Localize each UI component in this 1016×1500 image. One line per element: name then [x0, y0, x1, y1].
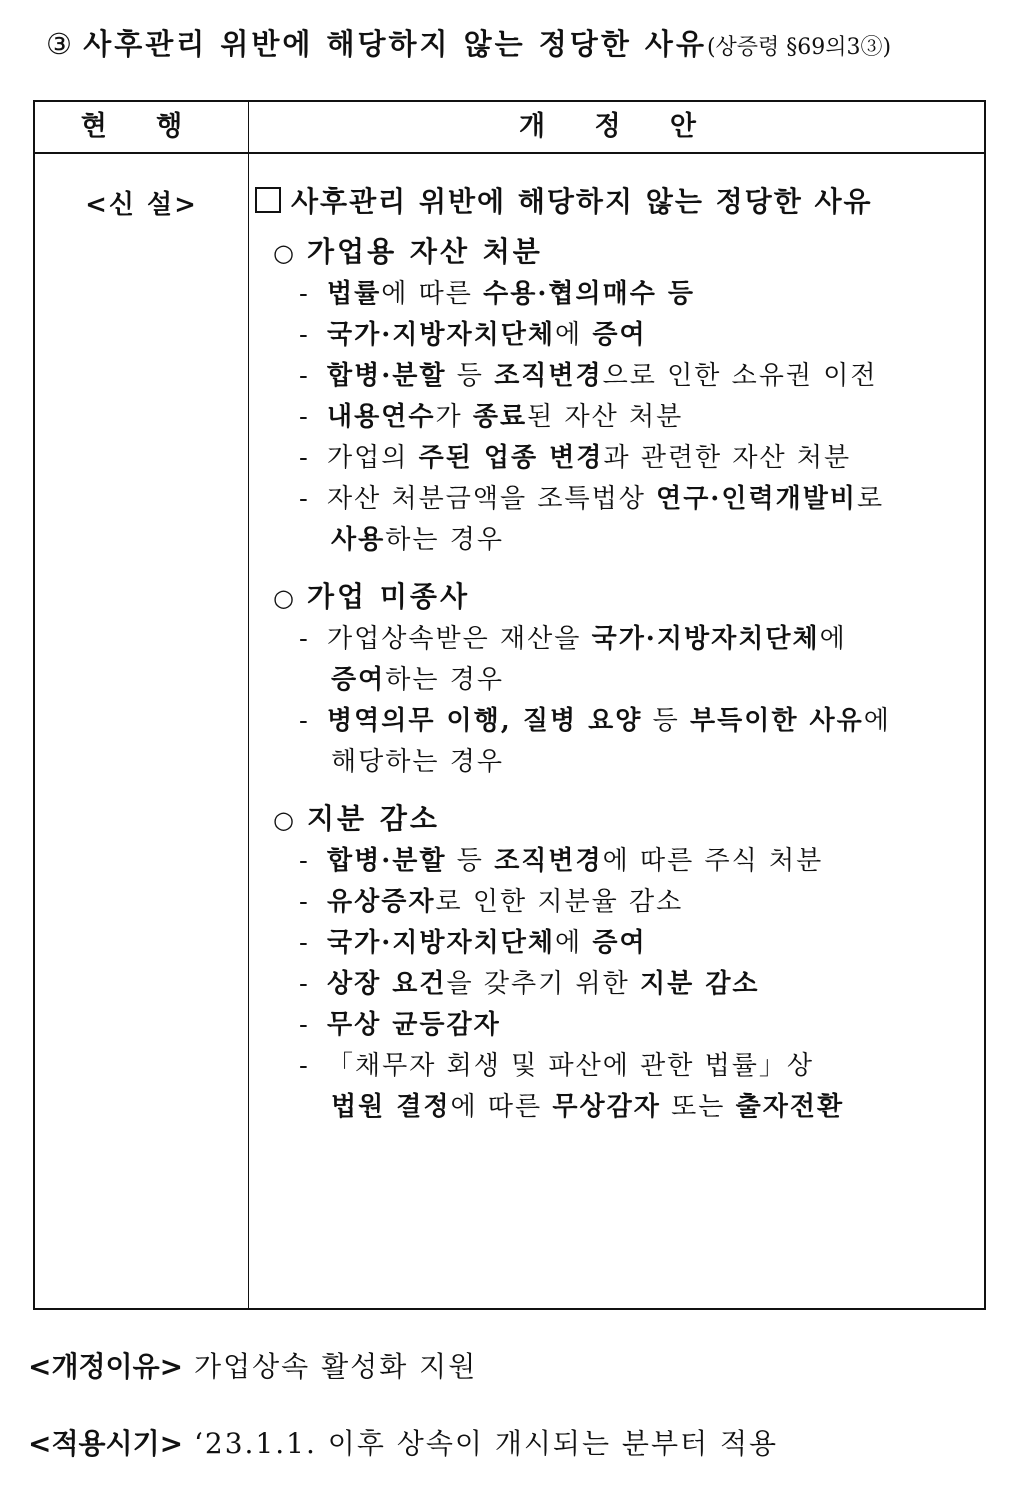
item-text-segment: 가업의 [327, 443, 419, 473]
dash-bullet-icon: - [299, 279, 310, 309]
dash-bullet-icon: - [299, 1051, 310, 1081]
item-text-segment: 과 관련한 자산 처분 [603, 443, 852, 473]
item-text-segment: 에 따른 [381, 279, 484, 309]
item-text-segment: 로 인한 지분율 감소 [435, 887, 684, 917]
reason-label: <개정이유> [28, 1350, 184, 1383]
item-text-segment: 에 [554, 320, 593, 350]
item-text-segment: 부득이한 사유 [690, 706, 864, 736]
dash-bullet-icon: - [299, 706, 310, 736]
item-text-segment: 유상증자 [327, 887, 436, 917]
item-text-segment: 가업상속받은 재산을 [327, 624, 592, 654]
item-text-segment: 로 [856, 484, 885, 514]
section-title-text: 가업 미종사 [307, 580, 470, 613]
footer-timing [28, 1422, 778, 1462]
item-text-segment: 무상감자 [552, 1092, 661, 1122]
section-heading [273, 230, 985, 274]
list-item [299, 356, 985, 397]
timing-text: ‘23.1.1. 이후 상속이 개시되는 분부터 적용 [194, 1427, 779, 1460]
item-text-segment: 조직변경 [494, 361, 603, 391]
item-text-segment: 연구·인력개발비 [656, 484, 857, 514]
item-text-segment: 을 갖추기 위한 [446, 969, 641, 999]
item-text-segment: 증여 [331, 665, 386, 695]
item-text-segment: 종료 [472, 402, 528, 432]
dash-bullet-icon: - [299, 484, 310, 514]
footer-reason [28, 1345, 477, 1385]
item-text-segment: 무상 균등감자 [327, 1010, 501, 1040]
item-text-segment: 사용 [331, 525, 386, 555]
header-current: 현 행 [80, 111, 203, 142]
item-text-segment: 에 따른 주식 처분 [602, 846, 824, 876]
dash-bullet-icon: - [299, 887, 310, 917]
item-text-segment: 주된 업종 변경 [418, 443, 604, 473]
dash-bullet-icon: - [299, 928, 310, 958]
dash-bullet-icon: - [299, 361, 310, 391]
list-item [299, 397, 985, 438]
item-text-segment: 법률 [327, 279, 382, 309]
item-text-segment: 에 [819, 624, 847, 654]
section-title [46, 22, 996, 63]
dash-bullet-icon: - [299, 624, 310, 654]
item-text-segment: 해당하는 경우 [331, 747, 504, 777]
title-reference: (상증령 §69의3③) [706, 35, 892, 60]
item-text-segment: 국가·지방자치단체 [591, 624, 820, 654]
section-title-text: 지분 감소 [307, 802, 440, 835]
proposed-content [255, 180, 985, 1128]
list-item [299, 479, 985, 561]
item-text-segment: 수용·협의매수 등 [483, 279, 696, 309]
dash-bullet-icon: - [299, 443, 310, 473]
item-text-segment: 국가·지방자치단체 [327, 928, 555, 958]
item-text-segment: 에 따른 [450, 1092, 553, 1122]
item-text-segment: 증여 [592, 320, 647, 350]
item-text-segment: 등 [642, 706, 691, 736]
section-heading [273, 797, 985, 841]
item-text-segment: 병역의무 이행, 질병 요양 [327, 706, 643, 736]
item-text-segment: 지분 감소 [640, 969, 760, 999]
checkbox-square-icon [255, 187, 281, 213]
proposed-heading-text: 사후관리 위반에 해당하지 않는 정당한 사유 [291, 185, 873, 218]
item-text-segment: 에 [554, 928, 593, 958]
list-item [299, 882, 985, 923]
item-text-segment: 증여 [592, 928, 647, 958]
circle-bullet-icon: ○ [273, 584, 297, 612]
list-item [299, 1046, 985, 1128]
dash-bullet-icon: - [299, 1010, 310, 1040]
item-text-segment: 등 [446, 846, 495, 876]
item-text-segment: 법원 결정 [331, 1092, 451, 1122]
list-item [299, 274, 985, 315]
reason-text: 가업상속 활성화 지원 [194, 1350, 478, 1383]
list-item [299, 619, 985, 701]
table-header-row [35, 102, 984, 154]
dash-bullet-icon: - [299, 969, 310, 999]
header-proposed: 개 정 안 [518, 111, 717, 142]
dash-bullet-icon: - [299, 846, 310, 876]
circle-bullet-icon: ○ [273, 806, 297, 834]
section-heading [273, 575, 985, 619]
list-item [299, 841, 985, 882]
item-text-segment: 조직변경 [494, 846, 603, 876]
section-title-text: 가업용 자산 처분 [307, 235, 543, 268]
item-text-segment: 「채무자 회생 및 파산에 관한 법률」상 [327, 1051, 814, 1081]
item-text-segment: 자산 처분금액을 조특법상 [327, 484, 657, 514]
list-item [299, 315, 985, 356]
dash-bullet-icon: - [299, 402, 310, 432]
item-text-segment: 가 [435, 402, 473, 432]
item-text-segment: 출자전환 [735, 1092, 845, 1122]
item-text-segment: 합병·분할 [327, 361, 447, 391]
list-item [299, 923, 985, 964]
list-item [299, 438, 985, 479]
item-text-segment: 등 [446, 361, 495, 391]
list-item [299, 701, 985, 783]
timing-label: <적용시기> [28, 1427, 184, 1460]
item-text-segment: 또는 [660, 1092, 736, 1122]
dash-bullet-icon: - [299, 320, 310, 350]
current-value: <신 설> [85, 190, 198, 220]
item-text-segment: 하는 경우 [385, 665, 504, 695]
item-text-segment: 국가·지방자치단체 [327, 320, 555, 350]
comparison-table [33, 100, 986, 1310]
list-item [299, 1005, 985, 1046]
title-text: 사후관리 위반에 해당하지 않는 정당한 사유 [83, 27, 707, 61]
list-item [299, 964, 985, 1005]
proposed-heading [255, 180, 985, 224]
item-text-segment: 으로 인한 소유권 이전 [602, 361, 878, 391]
item-text-segment: 하는 경우 [385, 525, 504, 555]
title-marker: ③ [46, 27, 73, 61]
item-text-segment: 내용연수 [327, 402, 436, 432]
item-text-segment: 된 자산 처분 [527, 402, 684, 432]
item-text-segment: 상장 요건 [327, 969, 447, 999]
item-text-segment: 합병·분할 [327, 846, 447, 876]
circle-bullet-icon: ○ [273, 239, 297, 267]
item-text-segment: 에 [863, 706, 891, 736]
column-divider [248, 102, 249, 1308]
